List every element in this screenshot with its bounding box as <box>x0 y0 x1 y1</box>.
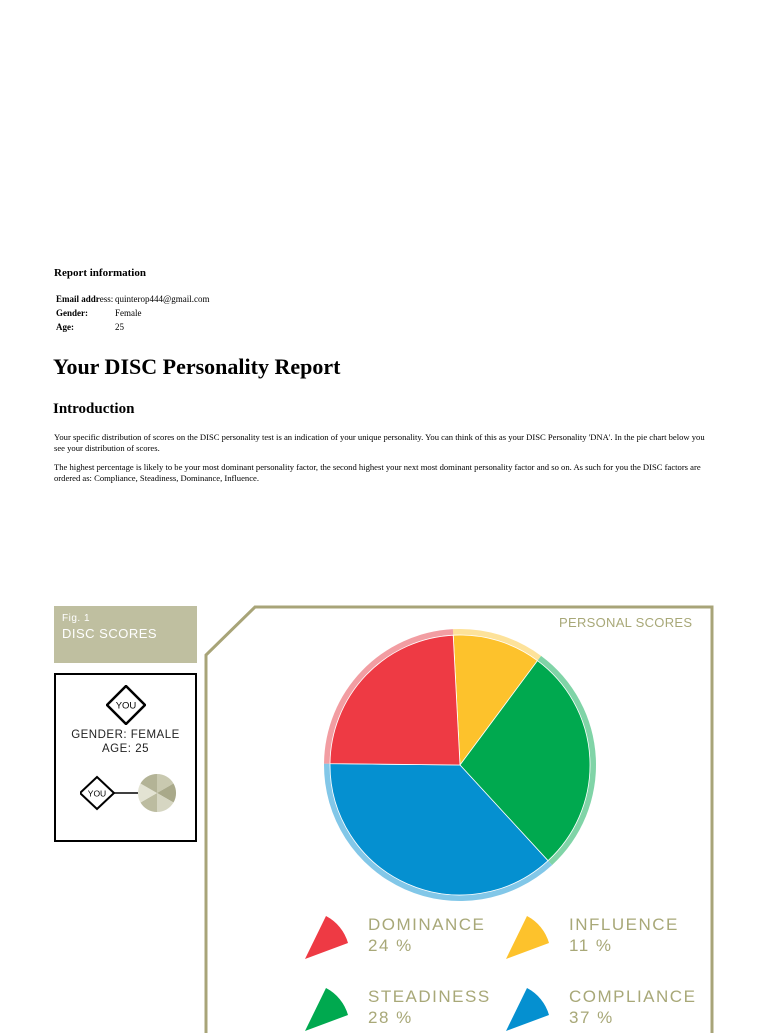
legend-value-compliance: 37 % <box>569 1008 614 1027</box>
email-value: quinterop444@gmail.com <box>115 294 210 304</box>
figure-caption-box <box>54 606 197 663</box>
you-diamond-label: YOU <box>115 700 137 712</box>
legend-name-dominance: DOMINANCE <box>368 915 486 934</box>
you-diamond-icon <box>106 685 146 725</box>
info-row-email <box>56 292 210 306</box>
figure-title: DISC SCORES <box>62 626 158 641</box>
legend-swatch-dominance <box>304 915 350 961</box>
profile-legend-box <box>54 673 197 842</box>
legend-value-dominance: 24 % <box>368 936 413 955</box>
age-value: 25 <box>115 322 124 332</box>
legend-name-steadiness: STEADINESS <box>368 987 491 1006</box>
report-info-title: Report information <box>54 267 146 279</box>
info-row-gender <box>56 306 210 320</box>
legend-name-compliance: COMPLIANCE <box>569 987 697 1006</box>
age-label: Age: <box>56 322 74 332</box>
gender-value: Female <box>115 308 142 318</box>
gender-label: Gender: <box>56 308 88 318</box>
intro-paragraph-1: Your specific distribution of scores on the DISC personality test is an indication of your unique personality. You can think of this as your DISC Personality 'DNA'. In the pie chart below you see your distribution of scores. <box>54 432 705 453</box>
legend-swatch-compliance <box>505 987 551 1033</box>
pie-slice-dominance <box>330 635 460 765</box>
info-row-age <box>56 320 210 334</box>
personal-scores-label: PERSONAL SCORES <box>559 615 693 630</box>
report-info-table <box>56 292 210 334</box>
legend-name-influence: INFLUENCE <box>569 915 679 934</box>
figure-number: Fig. 1 <box>62 613 91 624</box>
disc-pie-chart <box>323 628 597 902</box>
legend-swatch-steadiness <box>304 987 350 1033</box>
legend-swatch-influence <box>505 915 551 961</box>
legend-value-influence: 11 % <box>569 936 613 955</box>
legend-value-steadiness: 28 % <box>368 1008 413 1027</box>
you-mini-pie-icon <box>80 773 180 815</box>
age-line: AGE: 25 <box>102 743 149 755</box>
email-label: Email address: <box>56 294 114 304</box>
you-mini-label: YOU <box>87 788 107 799</box>
gender-line: GENDER: FEMALE <box>71 729 180 741</box>
intro-paragraph-2: The highest percentage is likely to be your most dominant personality factor, the second highest your next most dominant personality factor and so on. As such for you the DISC factors are ordered as: Compliance, Steadiness, Dominance, Influence. <box>54 462 701 483</box>
page-title: Your DISC Personality Report <box>53 354 341 379</box>
intro-heading: Introduction <box>53 401 135 417</box>
